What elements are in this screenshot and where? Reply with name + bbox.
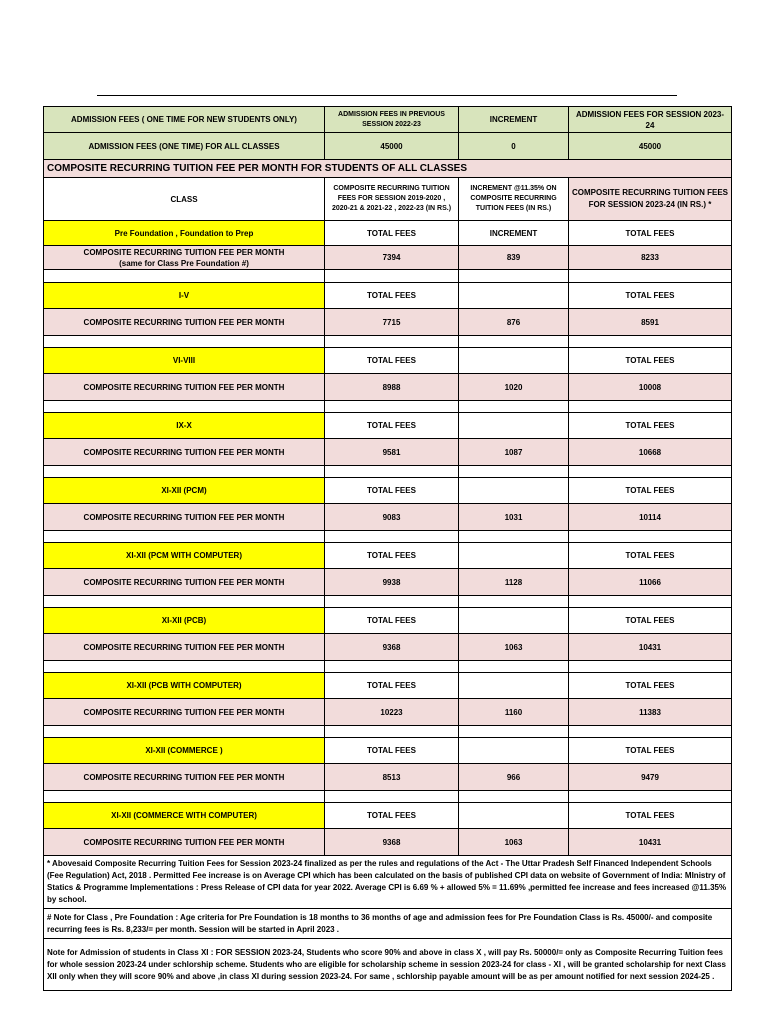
increment-label [459,608,569,634]
spacer-row [44,466,732,478]
total-fees-label: TOTAL FEES [325,413,459,439]
empty-cell [569,531,732,543]
fee-row [44,699,732,726]
spacer-row [44,531,732,543]
increment-label: INCREMENT [459,221,569,246]
increment-label [459,348,569,374]
section-title-row [44,160,732,178]
total-fees-label: TOTAL FEES [325,543,459,569]
admission-fee-previous: 45000 [325,133,459,160]
previous-fee-value: 9368 [325,829,459,856]
empty-cell [44,531,325,543]
current-fee-value: 10668 [569,439,732,466]
total-fees-label: TOTAL FEES [569,738,732,764]
increment-value: 839 [459,246,569,270]
empty-cell [459,596,569,608]
fee-row [44,504,732,531]
section-title: COMPOSITE RECURRING TUITION FEE PER MONTH FOR STUDENTS OF ALL CLASSES [44,160,732,178]
fee-sublabel: (same for Class Pre Foundation #) [119,258,249,268]
increment-value: 1063 [459,634,569,661]
note-row [44,939,732,991]
increment-label [459,413,569,439]
previous-fees-column-header: COMPOSITE RECURRING TUITION FEES FOR SESSION 2019-2020 , 2020-21 & 2021-22 , 2022-23 (IN RS.) [325,178,459,221]
fee-label: COMPOSITE RECURRING TUITION FEE PER MONTH [44,309,325,336]
fee-row [44,374,732,401]
previous-fee-value: 9368 [325,634,459,661]
class-group-header-row [44,348,732,374]
total-fees-label: TOTAL FEES [569,543,732,569]
class-group-header-row [44,221,732,246]
empty-cell [44,661,325,673]
class-name: IX-X [44,413,325,439]
fee-row [44,764,732,791]
fee-row [44,246,732,270]
class-group-header-row [44,478,732,504]
empty-cell [459,531,569,543]
spacer-row [44,336,732,348]
spacer-row [44,726,732,738]
fee-label: COMPOSITE RECURRING TUITION FEE PER MONTH [44,504,325,531]
empty-cell [44,596,325,608]
empty-cell [569,791,732,803]
fee-label: COMPOSITE RECURRING TUITION FEE PER MONTH [44,634,325,661]
empty-cell [325,661,459,673]
previous-fee-value: 8513 [325,764,459,791]
previous-fee-value: 7715 [325,309,459,336]
empty-cell [44,726,325,738]
class-name: XI-XII (COMMERCE ) [44,738,325,764]
class-name: XI-XII (PCB) [44,608,325,634]
class-name: I-V [44,283,325,309]
total-fees-label: TOTAL FEES [325,738,459,764]
previous-fee-value: 9581 [325,439,459,466]
spacer-row [44,401,732,413]
note-text: # Note for Class , Pre Foundation : Age criteria for Pre Foundation is 18 months to 36 months of age and admission fees for Pre Foundation Class is Rs. 45000/- and composite recurring fees is Rs. 8,233/= per month. Session will be started in April 2023 . [44,909,732,939]
increment-value: 1087 [459,439,569,466]
admission-fees-header: ADMISSION FEES ( ONE TIME FOR NEW STUDENTS ONLY) [44,107,325,133]
fee-label: COMPOSITE RECURRING TUITION FEE PER MONTH [44,439,325,466]
increment-value: 1031 [459,504,569,531]
total-fees-label: TOTAL FEES [569,803,732,829]
empty-cell [569,596,732,608]
previous-session-header: ADMISSION FEES IN PREVIOUS SESSION 2022-23 [325,107,459,133]
increment-label [459,283,569,309]
class-name: XI-XII (PCB WITH COMPUTER) [44,673,325,699]
fee-label: COMPOSITE RECURRING TUITION FEE PER MONTH [44,569,325,596]
increment-label [459,478,569,504]
fee-row [44,309,732,336]
fee-label [44,246,325,270]
empty-cell [459,661,569,673]
total-fees-label: TOTAL FEES [325,673,459,699]
empty-cell [325,336,459,348]
fee-row [44,439,732,466]
total-fees-label: TOTAL FEES [569,413,732,439]
note-row [44,909,732,939]
fee-label: COMPOSITE RECURRING TUITION FEE PER MONTH [44,699,325,726]
total-fees-label: TOTAL FEES [569,608,732,634]
fee-row [44,569,732,596]
current-session-header: ADMISSION FEES FOR SESSION 2023-24 [569,107,732,133]
empty-cell [325,531,459,543]
admission-fee-current: 45000 [569,133,732,160]
admission-fee-increment: 0 [459,133,569,160]
empty-cell [569,270,732,283]
class-name: VI-VIII [44,348,325,374]
total-fees-label: TOTAL FEES [325,283,459,309]
current-fee-value: 10431 [569,829,732,856]
increment-label [459,543,569,569]
empty-cell [459,466,569,478]
note-text: Note for Admission of students in Class XI : FOR SESSION 2023-24, Students who score 90% and above in class X , will pay Rs. 50000/= only as Composite Recurring Tuition fees for whole session 2023-24 under schlorship scheme. Students who are eligible for scholarship scheme in session 2023-24 for class - XI , will be granted scholarship for next Class XII only when they will score 90% and above ,in class XI during session 2023-24. For same , schlorship payable amount will be as per amount notified for next session 2024-25 . [44,939,732,991]
class-name: XI-XII (COMMERCE WITH COMPUTER) [44,803,325,829]
increment-label [459,738,569,764]
fee-row [44,634,732,661]
empty-cell [569,466,732,478]
empty-cell [459,401,569,413]
class-name: XI-XII (PCM) [44,478,325,504]
fee-label: COMPOSITE RECURRING TUITION FEE PER MONTH [44,829,325,856]
total-fees-label: TOTAL FEES [325,221,459,246]
empty-cell [459,791,569,803]
empty-cell [325,596,459,608]
class-name: XI-XII (PCM WITH COMPUTER) [44,543,325,569]
empty-cell [325,270,459,283]
fee-label: COMPOSITE RECURRING TUITION FEE PER MONTH [44,374,325,401]
empty-cell [44,336,325,348]
previous-fee-value: 8988 [325,374,459,401]
empty-cell [569,726,732,738]
fee-table [43,106,732,991]
current-fee-value: 11066 [569,569,732,596]
increment-value: 1128 [459,569,569,596]
class-group-header-row [44,803,732,829]
current-fee-value: 10114 [569,504,732,531]
admission-header-row [44,107,732,133]
class-group-header-row [44,738,732,764]
total-fees-label: TOTAL FEES [569,478,732,504]
increment-label [459,673,569,699]
empty-cell [459,726,569,738]
current-fee-value: 10008 [569,374,732,401]
empty-cell [44,401,325,413]
increment-header: INCREMENT [459,107,569,133]
total-fees-label: TOTAL FEES [569,348,732,374]
fee-row [44,829,732,856]
empty-cell [459,270,569,283]
increment-value: 1160 [459,699,569,726]
total-fees-label: TOTAL FEES [325,803,459,829]
total-fees-label: TOTAL FEES [325,478,459,504]
current-fee-value: 11383 [569,699,732,726]
previous-fee-value: 7394 [325,246,459,270]
class-group-header-row [44,283,732,309]
empty-cell [325,791,459,803]
increment-label [459,803,569,829]
total-fees-label: TOTAL FEES [569,283,732,309]
increment-value: 1063 [459,829,569,856]
total-fees-label: TOTAL FEES [325,348,459,374]
note-row [44,856,732,909]
current-fees-column-header: COMPOSITE RECURRING TUITION FEES FOR SESSION 2023-24 (IN RS.) * [569,178,732,221]
increment-value: 1020 [459,374,569,401]
fee-label: COMPOSITE RECURRING TUITION FEE PER MONTH [44,764,325,791]
previous-fee-value: 10223 [325,699,459,726]
empty-cell [325,466,459,478]
increment-value: 876 [459,309,569,336]
increment-value: 966 [459,764,569,791]
empty-cell [569,401,732,413]
spacer-row [44,270,732,283]
class-group-header-row [44,673,732,699]
admission-fee-row [44,133,732,160]
class-column-header: CLASS [44,178,325,221]
class-group-header-row [44,608,732,634]
current-fee-value: 9479 [569,764,732,791]
current-fee-value: 10431 [569,634,732,661]
spacer-row [44,791,732,803]
current-fee-value: 8591 [569,309,732,336]
total-fees-label: TOTAL FEES [569,673,732,699]
top-rule [97,95,677,96]
previous-fee-value: 9083 [325,504,459,531]
current-fee-value: 8233 [569,246,732,270]
class-group-header-row [44,413,732,439]
column-header-row [44,178,732,221]
increment-column-header: INCREMENT @11.35% ON COMPOSITE RECURRING TUITION FEES (IN RS.) [459,178,569,221]
fee-label-line: COMPOSITE RECURRING TUITION FEE PER MONTH [83,247,285,257]
total-fees-label: TOTAL FEES [325,608,459,634]
empty-cell [325,726,459,738]
empty-cell [569,336,732,348]
empty-cell [44,270,325,283]
class-name: Pre Foundation , Foundation to Prep [44,221,325,246]
class-group-header-row [44,543,732,569]
admission-fee-label: ADMISSION FEES (ONE TIME) FOR ALL CLASSES [44,133,325,160]
total-fees-label: TOTAL FEES [569,221,732,246]
note-text: * Abovesaid Composite Recurring Tuition Fees for Session 2023-24 finalized as per the rules and regulations of the Act - The Uttar Pradesh Self Financed Independent Schools (Fee Regulation) Act, 2018 . Permitted Fee increase is on Average CPI which has been calculated on the basis of published CPI data on website of Government of India: MInistry of Statics & Programme Implementations : Press Release of CPI data for year 2022. Average CPI is 6.69 % + allowed 5% = 11.69% ,permitted fee increase and fees increased @11.35% by school. [44,856,732,909]
empty-cell [569,661,732,673]
previous-fee-value: 9938 [325,569,459,596]
empty-cell [44,791,325,803]
empty-cell [325,401,459,413]
spacer-row [44,596,732,608]
empty-cell [44,466,325,478]
empty-cell [459,336,569,348]
spacer-row [44,661,732,673]
